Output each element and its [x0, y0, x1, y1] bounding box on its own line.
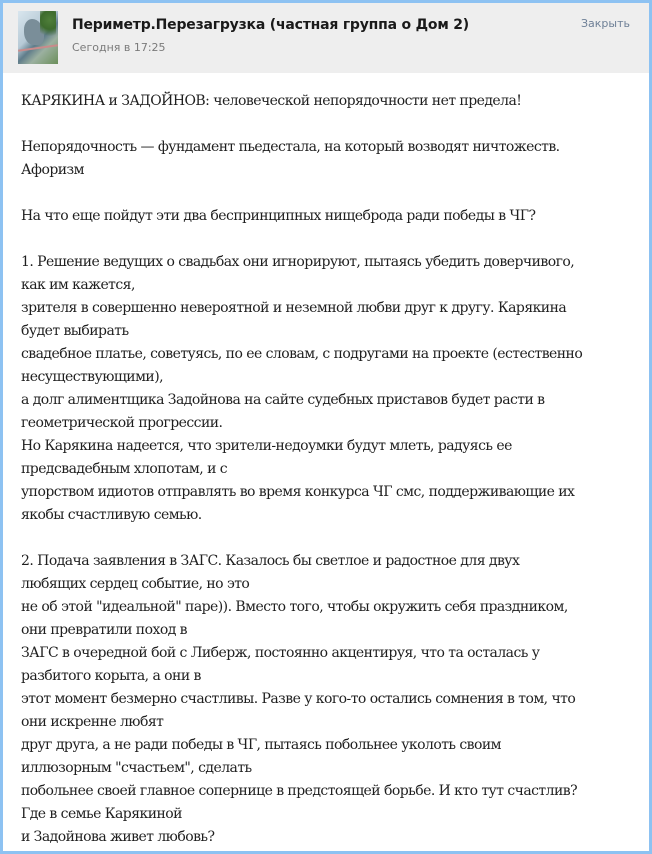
post-text: [21, 90, 641, 849]
text-line: свадебное платье, советуясь, по ее словам, с подругами на проекте (естественно: [21, 346, 583, 362]
text-line: как им кажется,: [21, 277, 135, 293]
group-title-link[interactable]: Периметр.Перезагрузка (частная группа о Дом 2): [72, 17, 469, 33]
paragraph-aphorism: [21, 136, 641, 182]
text-line: ЗАГС в очередной бой с Либерж, постоянно акцентируя, что та осталась у: [21, 645, 540, 661]
paragraph-headline: [21, 90, 641, 113]
text-line: 1. Решение ведущих о свадьбах они игнорируют, пытаясь убедить доверчивого,: [21, 254, 575, 270]
text-line: несуществующими),: [21, 369, 164, 385]
text-line: зрителя в совершенно невероятной и неземной любви друг к другу. Карякина: [21, 300, 567, 316]
text-line: побольнее своей главное сопернице в предстоящей борьбе. И кто тут счастлив?: [21, 783, 578, 799]
avatar-palm-decoration: [40, 11, 56, 41]
text-line: Афоризм: [21, 162, 84, 178]
text-line: этот момент безмерно счастливы. Разве у кого-то остались сомнения в том, что: [21, 691, 576, 707]
text-line: они искренне любят: [21, 714, 164, 730]
text-line: а долг алиментщика Задойнова на сайте судебных приставов будет расти в: [21, 392, 545, 408]
text-line: На что еще пойдут эти два беспринципных нищеброда ради победы в ЧГ?: [21, 208, 536, 224]
text-line: упорством идиотов отправлять во время конкурса ЧГ смс, поддерживающие их: [21, 484, 575, 500]
text-line: и Задойнова живет любовь?: [21, 829, 215, 845]
close-button[interactable]: Закрыть: [581, 17, 630, 30]
avatar-line-decoration: [18, 44, 58, 52]
text-line: Но Карякина надеется, что зрители-недоумки будут млеть, радуясь ее: [21, 438, 512, 454]
text-line: Непорядочность — фундамент пьедестала, на который возводят ничтожеств.: [21, 139, 560, 155]
text-line: предсвадебным хлопотам, и с: [21, 461, 228, 477]
text-line: они превратили поход в: [21, 622, 187, 638]
post-timestamp[interactable]: Сегодня в 17:25: [72, 41, 166, 54]
paragraph-point-1: [21, 251, 641, 527]
text-line: КАРЯКИНА и ЗАДОЙНОВ: человеческой непорядочности нет предела!: [21, 93, 522, 109]
text-line: разбитого корыта, а они в: [21, 668, 201, 684]
text-line: будет выбирать: [21, 323, 129, 339]
text-line: не об этой "идеальной" паре)). Вместо того, чтобы окружить себя праздником,: [21, 599, 568, 615]
paragraph-question: [21, 205, 641, 228]
post-header: [3, 3, 649, 73]
text-line: иллюзорным "счастьем", сделать: [21, 760, 252, 776]
paragraph-point-2: [21, 550, 641, 849]
group-avatar[interactable]: [18, 11, 58, 64]
text-line: 2. Подача заявления в ЗАГС. Казалось бы светлое и радостное для двух: [21, 553, 520, 569]
text-line: любящих сердец событие, но это: [21, 576, 250, 592]
text-line: геометрической прогрессии.: [21, 415, 223, 431]
text-line: якобы счастливую семью.: [21, 507, 202, 523]
text-line: друг друга, а не ради победы в ЧГ, пытаясь побольнее уколоть своим: [21, 737, 502, 753]
text-line: Где в семье Карякиной: [21, 806, 182, 822]
